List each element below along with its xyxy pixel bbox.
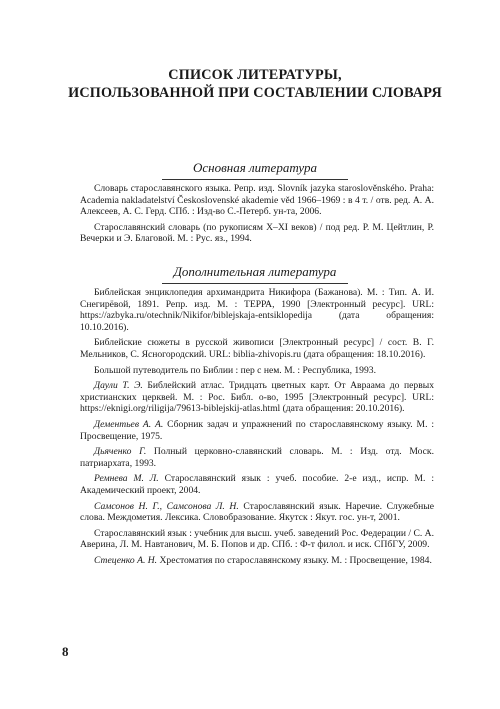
- entry-text: Старославянский язык : учеб. пособие. 2-е изд., испр. М. : Академический проект, 2004.: [80, 473, 435, 496]
- bibliography-entry: [80, 446, 434, 469]
- bibliography-entry: [80, 419, 434, 442]
- bibliography-entry: [80, 222, 434, 245]
- entry-text: Библейская энциклопедия архимандрита Никифора (Бажанова). М. : Тип. А. И. Снегирёвой, 1891. Репр. изд. М. : ТЕРРА, 1990 [Электронный ресурс]. URL: https://azbyka.ru/otechnik/Nikifor/biblejskaja-entsiklopedija (дата обращения: 10.10.2016).: [80, 287, 434, 333]
- entry-text: Старославянский словарь (по рукописям X–XI веков) / под ред. Р. М. Цейтлин, Р. Вечерки и Э. Благовой. М. : Рус. яз., 1994.: [80, 221, 434, 245]
- bibliography-entry: [80, 528, 434, 551]
- entry-author: Ремнева М. Л.: [94, 473, 159, 485]
- entry-text: Словарь старославянского языка. Репр. изд. Slovník jazyka staroslověnského. Praha: Academia nakladatelství Československé akademie věd 1966–1969 : в 4 т. / отв. ред. А. А. Алексеев, А. С. Герд. СПб. : Изд-во С.-Петерб. ун-та, 2006.: [80, 183, 434, 218]
- main-literature-list: [80, 183, 434, 249]
- entry-text: Большой путеводитель по Библии : пер с нем. М. : Республика, 1993.: [94, 364, 376, 376]
- page-number: 8: [62, 644, 69, 659]
- entry-author: Дементьев А. А.: [94, 418, 164, 430]
- additional-literature-list: [80, 287, 434, 570]
- entry-text: Полный церковно-славянский словарь. М. : Изд. отд. Моск. патриархата, 1993.: [80, 446, 434, 469]
- bibliography-entry: [80, 287, 434, 333]
- bibliography-entry: [80, 380, 434, 415]
- entry-text: Библейские сюжеты в русской живописи [Электронный ресурс] / сост. В. Г. Мельников, С. Ясногородский. URL: biblia-zhivopis.ru (дата обращения: 18.10.2016).: [80, 337, 434, 360]
- additional-literature-heading: Дополнительная литература: [80, 264, 430, 284]
- bibliography-entry: [80, 183, 434, 218]
- entry-text: Хрестоматия по старославянскому языку. М. : Просвещение, 1984.: [157, 554, 432, 566]
- title-line-2: ИСПОЛЬЗОВАННОЙ ПРИ СОСТАВЛЕНИИ СЛОВАРЯ: [68, 85, 442, 101]
- title-line-1: СПИСОК ЛИТЕРАТУРЫ,: [168, 67, 342, 83]
- bibliography-entry: [80, 501, 434, 524]
- entry-text: Старославянский язык. Наречие. Служебные слова. Междометия. Лексика. Словобразование. Якутск : Якут. гос. ун-т, 2001.: [80, 500, 434, 524]
- entry-author: Стеценко А. Н.: [94, 554, 158, 566]
- bibliography-entry: [80, 555, 434, 567]
- page-title: [60, 66, 450, 102]
- entry-text: Библейский атлас. Тридцать цветных карт. От Авраама до первых христианских церквей. М. : Рос. Библ. о-во, 1995 [Электронный ресурс]. URL: https://eknigi.org/riligija/79613-biblejskij-atlas.html (дата обращения: 20.10.2016).: [80, 380, 434, 415]
- entry-text: Сборник задач и упражнений по старославянскому языку. М. : Просвещение, 1975.: [80, 418, 435, 442]
- main-literature-heading: Основная литература: [80, 160, 430, 180]
- bibliography-entry: [80, 337, 434, 360]
- entry-author: Самсонов Н. Г., Самсонова Л. Н.: [94, 500, 239, 512]
- entry-author: Даули Т. Э.: [94, 380, 143, 392]
- bibliography-entry: [80, 473, 434, 496]
- entry-author: Дьяченко Г.: [94, 446, 147, 458]
- bibliography-entry: [80, 365, 434, 377]
- entry-text: Старославянский язык : учебник для высш. учеб. заведений Рос. Федерации / С. А. Аверина, Л. М. Навтанович, М. Б. Попов и др. СПб. : Ф-т филол. и иск. СПбГУ, 2009.: [80, 527, 434, 551]
